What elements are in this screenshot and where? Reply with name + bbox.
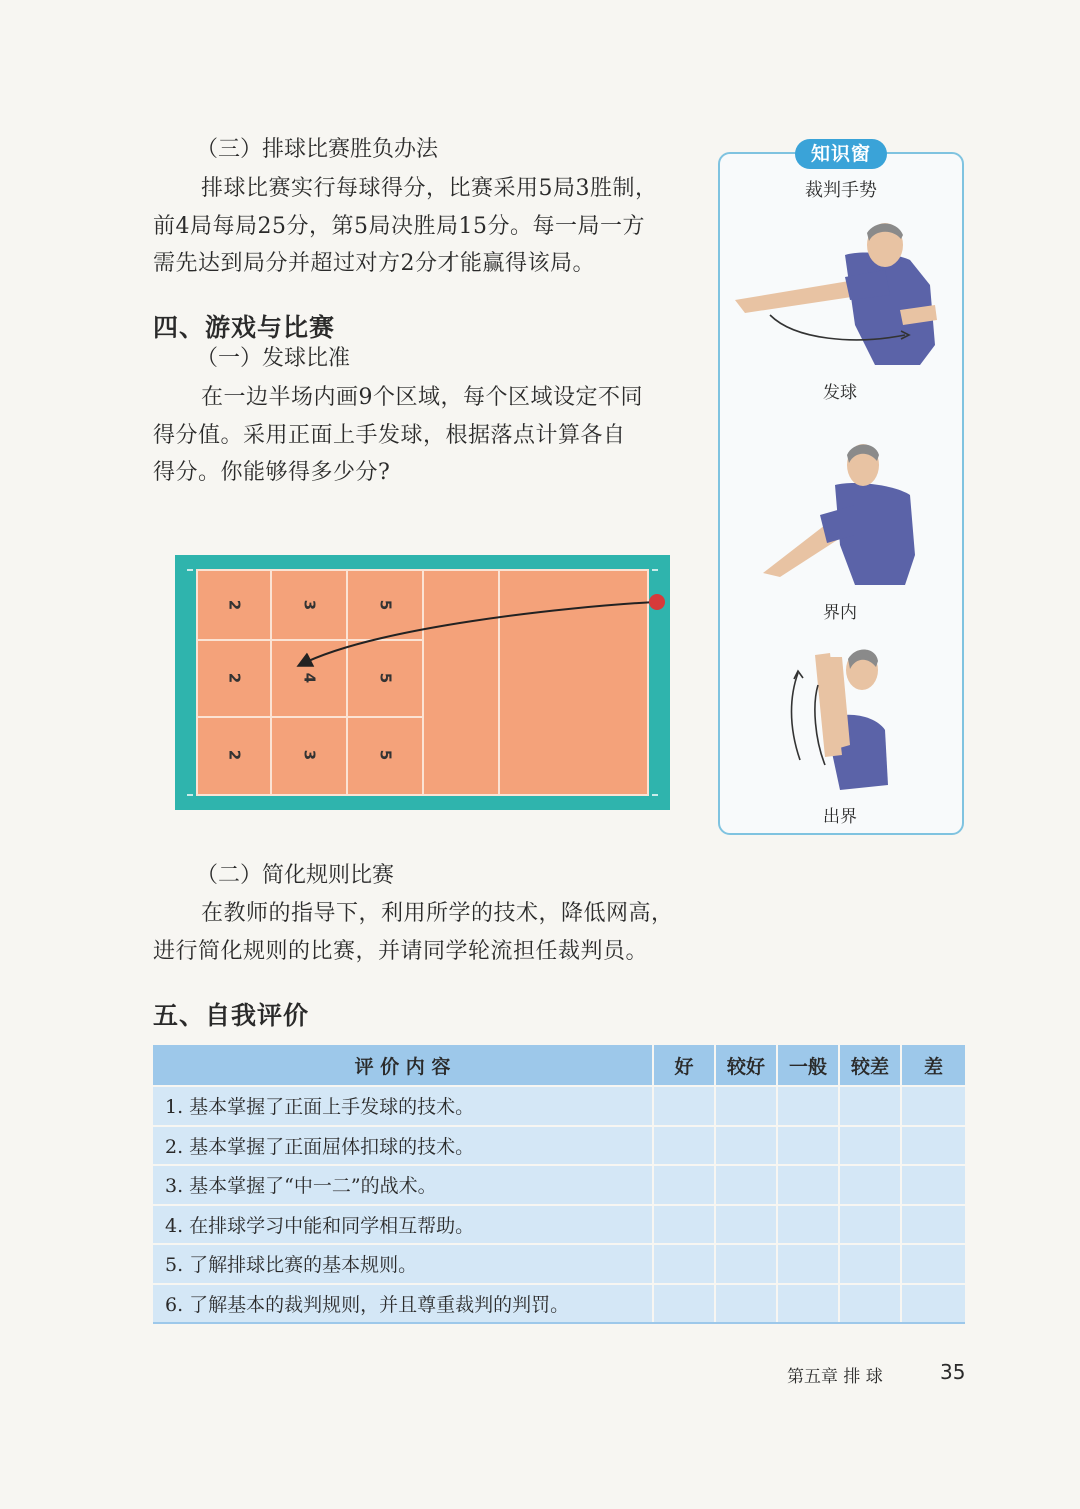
rating-cell[interactable] xyxy=(901,1086,965,1126)
rating-cell[interactable] xyxy=(715,1165,777,1205)
text-line: 前4局每局25分，第5局决胜局15分。每一局一方 xyxy=(153,213,645,239)
subheading-serve-accuracy: （一）发球比准 xyxy=(196,346,351,371)
text-line: 排球比赛实行每球得分，比赛采用5局3胜制， xyxy=(201,176,658,201)
referee-gestures-title: 裁判手势 xyxy=(805,180,877,201)
gesture-caption-in: 界内 xyxy=(823,603,857,623)
rating-cell[interactable] xyxy=(653,1086,715,1126)
volleyball-court-diagram xyxy=(175,555,670,810)
zone-score-label: 3 xyxy=(300,749,319,761)
zone-score-label: 2 xyxy=(225,749,244,761)
header-poor: 差 xyxy=(901,1045,965,1086)
page-number: 35 xyxy=(940,1360,966,1384)
rating-cell[interactable] xyxy=(777,1284,839,1324)
knowledge-badge: 知识窗 xyxy=(795,139,887,169)
rating-cell[interactable] xyxy=(901,1284,965,1324)
rating-cell[interactable] xyxy=(777,1205,839,1245)
table-row xyxy=(153,1244,965,1284)
header-fairly-poor: 较差 xyxy=(839,1045,901,1086)
zone-score-label: 4 xyxy=(300,672,319,684)
row-content: 1. 基本掌握了正面上手发球的技术。 xyxy=(153,1086,653,1126)
rating-cell[interactable] xyxy=(901,1165,965,1205)
zone-score-label: 5 xyxy=(376,599,395,611)
text-line: 进行简化规则的比赛，并请同学轮流担任裁判员。 xyxy=(153,938,649,964)
referee-out-illustration xyxy=(770,645,900,805)
rating-cell[interactable] xyxy=(777,1126,839,1166)
rating-cell[interactable] xyxy=(715,1086,777,1126)
row-content: 6. 了解基本的裁判规则，并且尊重裁判的判罚。 xyxy=(153,1284,653,1324)
zone-score-label: 5 xyxy=(376,672,395,684)
text-line: 得分值。采用正面上手发球，根据落点计算各自 xyxy=(153,422,626,448)
heading-self-evaluation: 五、自我评价 xyxy=(153,1001,310,1030)
header-average: 一般 xyxy=(777,1045,839,1086)
row-content: 5. 了解排球比赛的基本规则。 xyxy=(153,1244,653,1284)
rating-cell[interactable] xyxy=(901,1126,965,1166)
paragraph-serve-accuracy xyxy=(153,379,698,492)
zone-score-label: 2 xyxy=(225,599,244,611)
subheading-scoring-rules: （三）排球比赛胜负办法 xyxy=(196,137,439,162)
referee-serve-illustration xyxy=(725,215,955,375)
rating-cell[interactable] xyxy=(653,1205,715,1245)
subheading-simplified-match: （二）简化规则比赛 xyxy=(196,863,395,888)
row-content: 2. 基本掌握了正面屈体扣球的技术。 xyxy=(153,1126,653,1166)
heading-games: 四、游戏与比赛 xyxy=(153,313,336,342)
rating-cell[interactable] xyxy=(715,1126,777,1166)
header-good: 好 xyxy=(653,1045,715,1086)
row-content: 4. 在排球学习中能和同学相互帮助。 xyxy=(153,1205,653,1245)
rating-cell[interactable] xyxy=(839,1284,901,1324)
serve-position-dot xyxy=(649,594,665,610)
table-row xyxy=(153,1205,965,1245)
rating-cell[interactable] xyxy=(777,1244,839,1284)
text-line: 需先达到局分并超过对方2分才能赢得该局。 xyxy=(153,251,595,276)
zone-score-label: 5 xyxy=(376,749,395,761)
table-row xyxy=(153,1165,965,1205)
gesture-caption-out: 出界 xyxy=(823,807,857,827)
rating-cell[interactable] xyxy=(777,1086,839,1126)
table-row xyxy=(153,1126,965,1166)
header-fairly-good: 较好 xyxy=(715,1045,777,1086)
zone-score-label: 3 xyxy=(300,599,319,611)
referee-in-illustration xyxy=(755,435,925,595)
rating-cell[interactable] xyxy=(653,1284,715,1324)
paragraph-scoring-rules xyxy=(153,170,698,283)
rating-cell[interactable] xyxy=(839,1205,901,1245)
rating-cell[interactable] xyxy=(715,1284,777,1324)
rating-cell[interactable] xyxy=(839,1126,901,1166)
rating-cell[interactable] xyxy=(653,1244,715,1284)
table-header-row xyxy=(153,1045,965,1086)
zone-score-label: 2 xyxy=(225,672,244,684)
gesture-caption-serve: 发球 xyxy=(823,383,857,403)
rating-cell[interactable] xyxy=(839,1165,901,1205)
self-evaluation-table xyxy=(153,1045,965,1324)
row-content: 3. 基本掌握了“中一二”的战术。 xyxy=(153,1165,653,1205)
chapter-label: 第五章 排 球 xyxy=(787,1367,883,1387)
rating-cell[interactable] xyxy=(653,1165,715,1205)
rating-cell[interactable] xyxy=(653,1126,715,1166)
rating-cell[interactable] xyxy=(839,1086,901,1126)
text-line: 在一边半场内画9个区域，每个区域设定不同 xyxy=(201,385,643,410)
rating-cell[interactable] xyxy=(901,1205,965,1245)
rating-cell[interactable] xyxy=(715,1205,777,1245)
rating-cell[interactable] xyxy=(777,1165,839,1205)
text-line: 得分。你能够得多少分? xyxy=(153,460,391,485)
header-content: 评 价 内 容 xyxy=(153,1045,653,1086)
paragraph-simplified-match xyxy=(153,895,698,970)
text-line: 在教师的指导下，利用所学的技术，降低网高， xyxy=(201,901,674,926)
rating-cell[interactable] xyxy=(901,1244,965,1284)
table-row xyxy=(153,1284,965,1324)
rating-cell[interactable] xyxy=(839,1244,901,1284)
table-row xyxy=(153,1086,965,1126)
rating-cell[interactable] xyxy=(715,1244,777,1284)
